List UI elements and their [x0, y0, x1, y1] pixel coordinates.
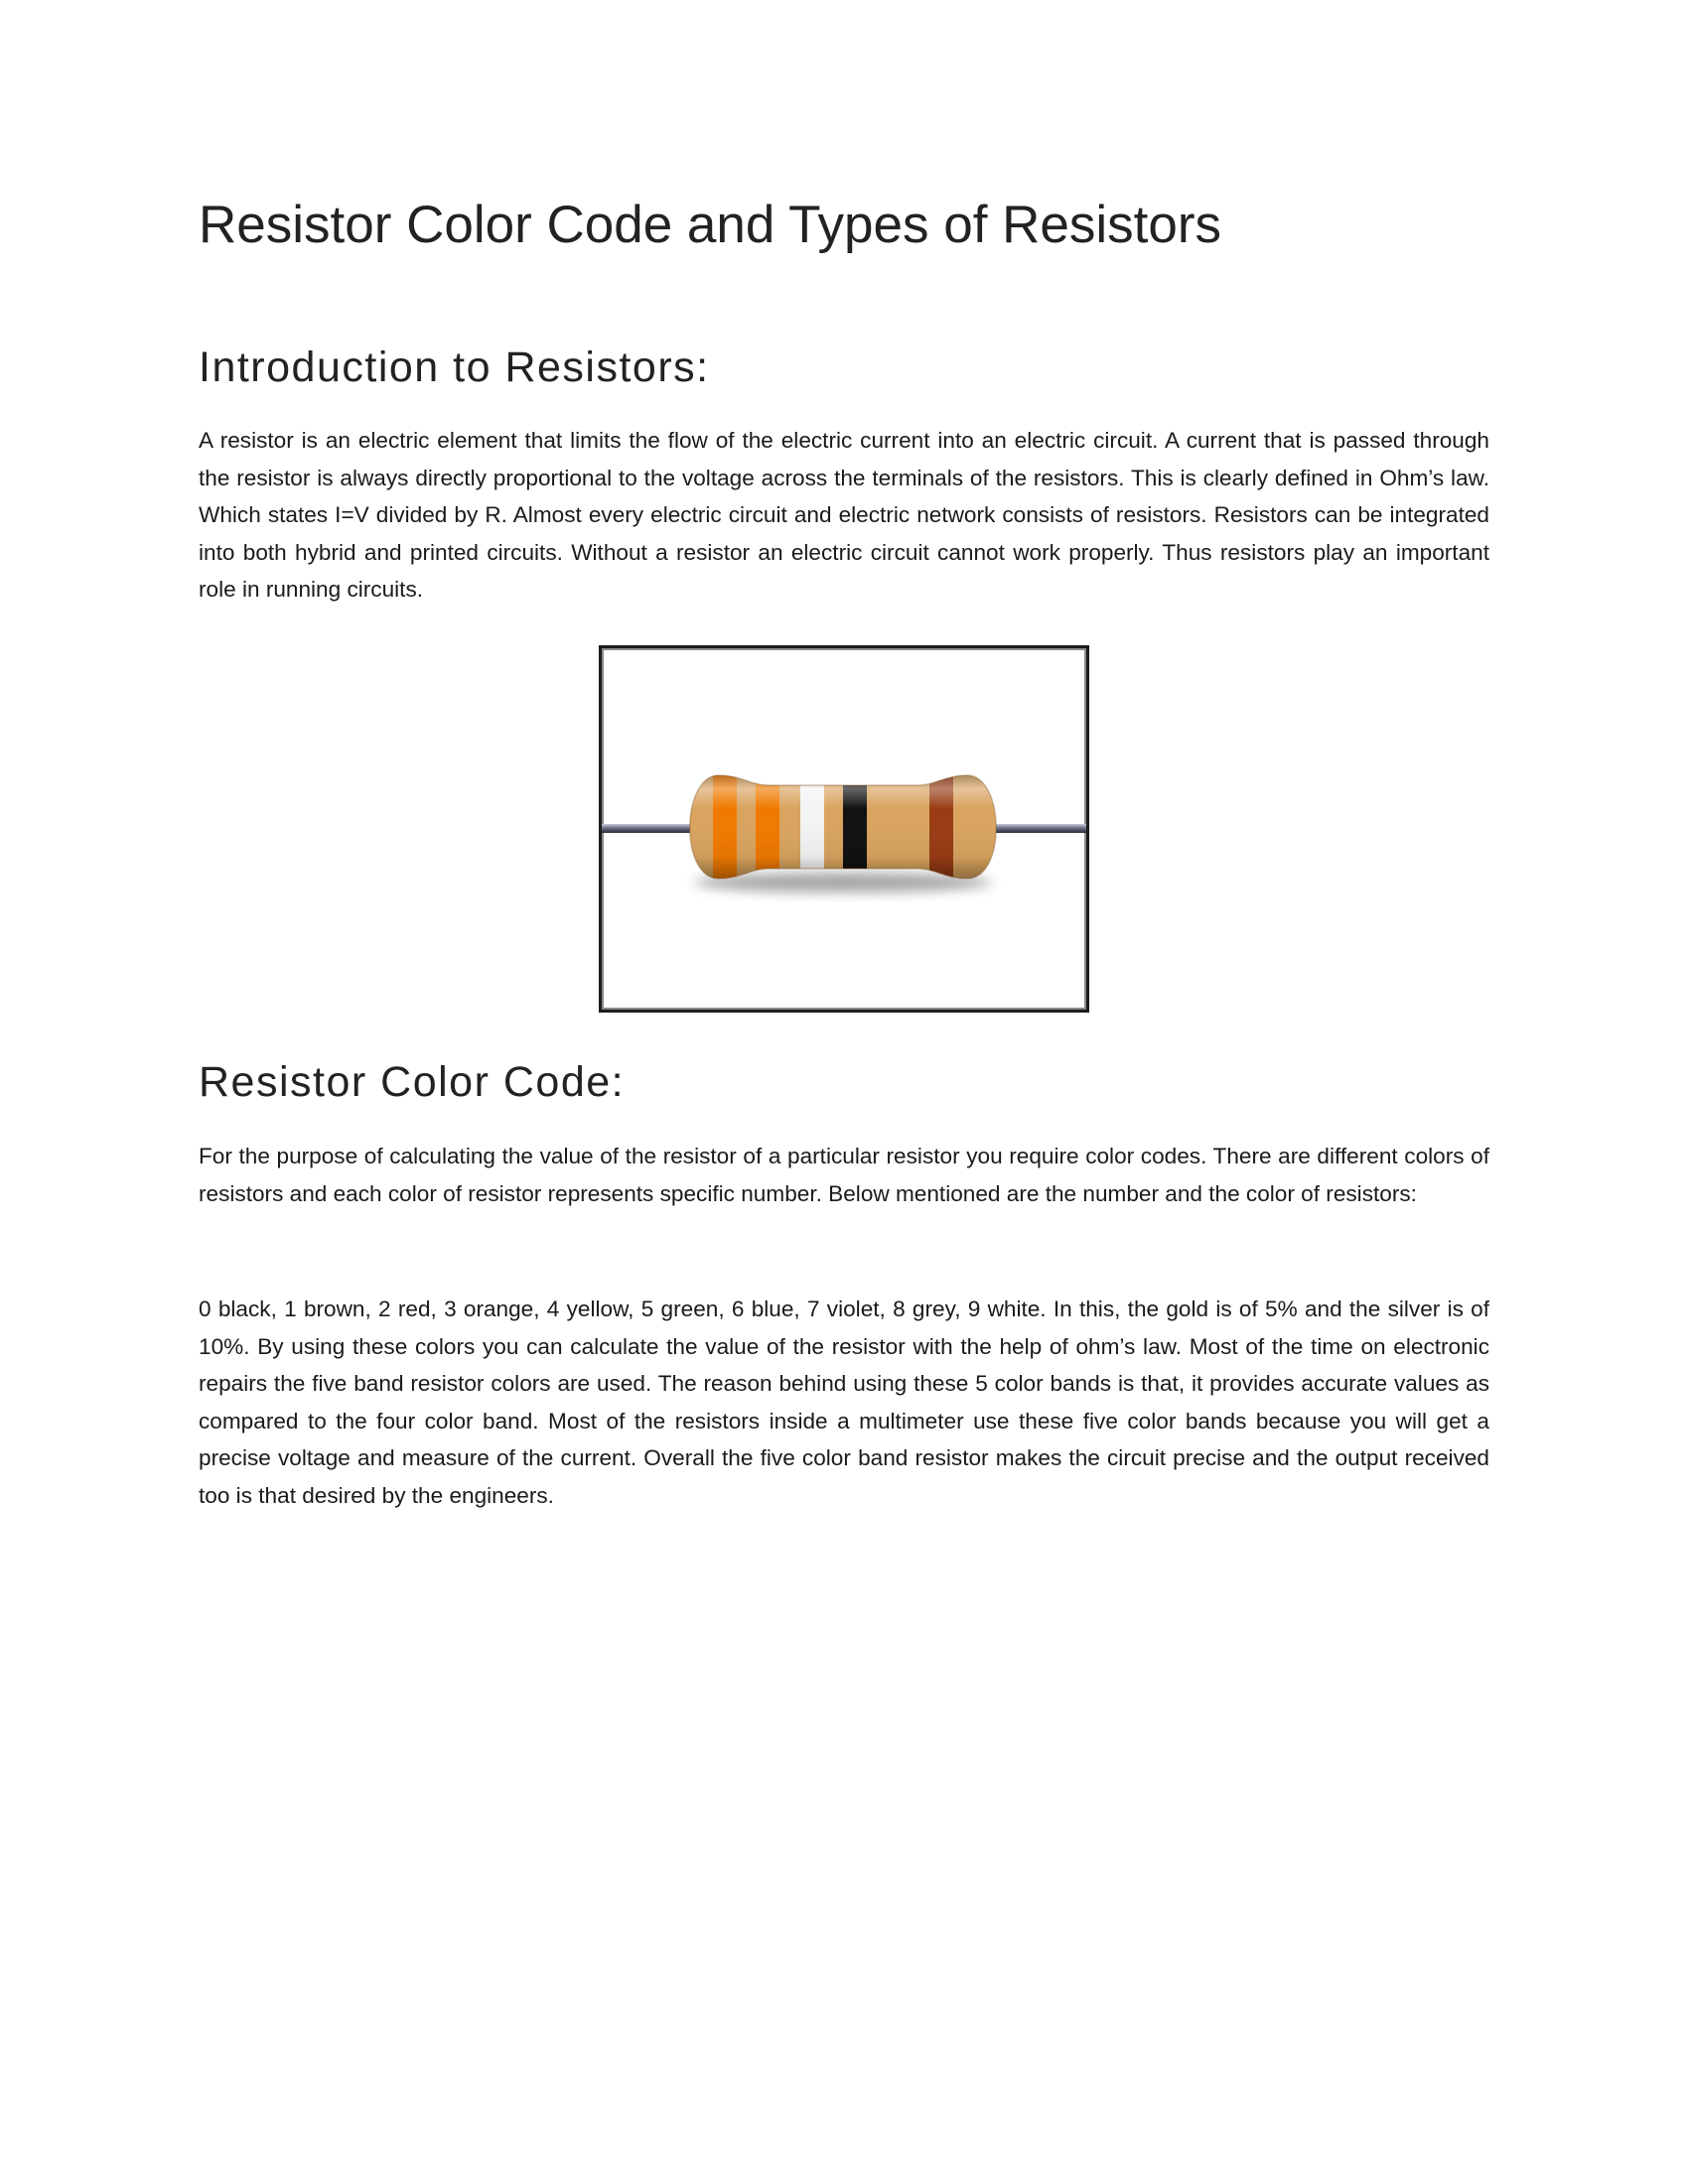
resistor-lead-left	[602, 824, 697, 833]
document-title: Resistor Color Code and Types of Resistors	[199, 196, 1222, 254]
section-heading-color-code: Resistor Color Code:	[199, 1058, 626, 1106]
resistor-lead-right	[991, 824, 1086, 833]
resistor-figure	[599, 645, 1089, 1013]
paragraph-color-code-intro: For the purpose of calculating the value of the resistor of a particular resistor you require color codes. There are different colors of resistors and each color of resistor represents specific number. Below mentioned are the number and the color of resistors:	[199, 1144, 1489, 1206]
resistor-image	[602, 648, 1086, 1010]
paragraph-introduction: A resistor is an electric element that limits the flow of the electric current into an electric circuit. A current that is passed through the resistor is always directly proportional to the voltage across the terminals of the resistors. This is clearly defined in Ohm’s law. Which states I=V divided by R. Almost every electric circuit and electric network consists of resistors. Resistors can be integrated into both hybrid and printed circuits. Without a resistor an electric circuit cannot work properly. Thus resistors play an important role in running circuits.	[199, 428, 1489, 602]
paragraph-color-code-values: 0 black, 1 brown, 2 red, 3 orange, 4 yellow, 5 green, 6 blue, 7 violet, 8 grey, 9 white. In this, the gold is of 5% and the silver is of 10%. By using these colors you can calculate the value of the resistor with the help of ohm’s law. Most of the time on electronic repairs the five band resistor colors are used. The reason behind using these 5 color bands is that, it provides accurate values as compared to the four color band. Most of the resistors inside a multimeter use these five color bands because you will get a precise voltage and measure of the current. Overall the five color band resistor makes the circuit precise and the output received too is that desired by the engineers.	[199, 1297, 1489, 1508]
section-heading-introduction: Introduction to Resistors:	[199, 343, 710, 391]
